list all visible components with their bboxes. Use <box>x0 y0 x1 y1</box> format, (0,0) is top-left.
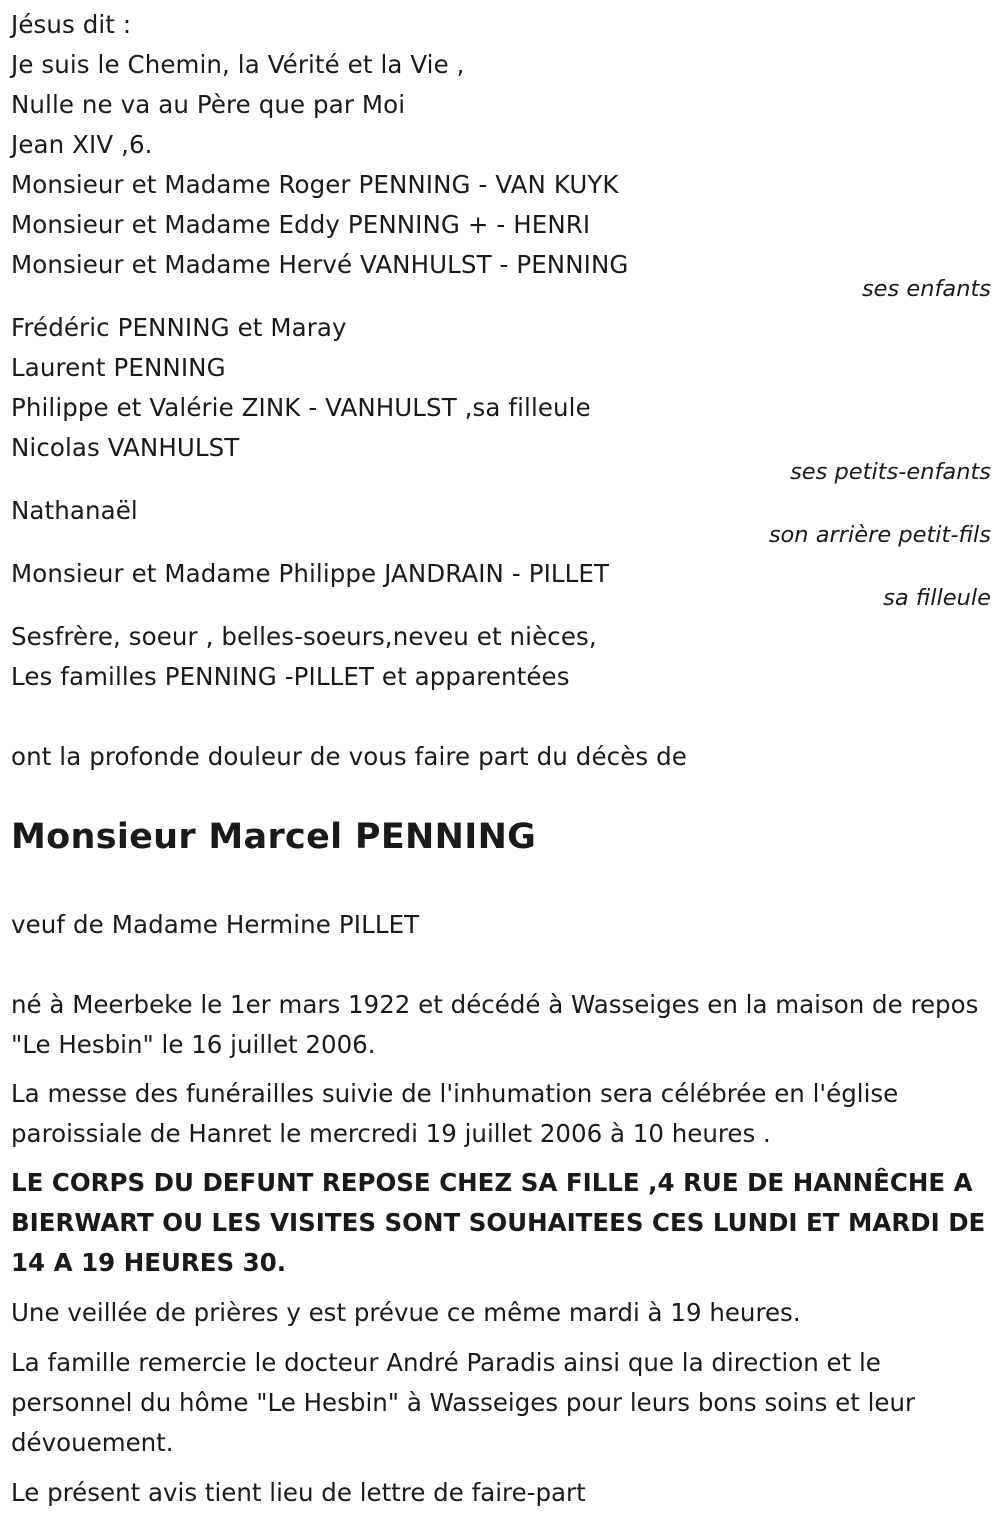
grandchildren-role: ses petits-enfants <box>790 459 991 485</box>
thanks-text: La famille remercie le docteur André Paradis ainsi que la direction et le personnel du hôme "Le Hesbin" à Wasseiges pour leurs bons soins et leur dévouement. <box>11 1348 916 1457</box>
child-name: Monsieur et Madame Hervé VANHULST - PENNING <box>11 250 629 279</box>
godchild-role: sa filleule <box>883 585 991 611</box>
grandchild-name: Philippe et Valérie ZINK - VANHULST ,sa filleule <box>11 393 591 422</box>
verse-line: Nulle ne va au Père que par Moi <box>11 90 406 119</box>
announcement-text: ont la profonde douleur de vous faire part du décès de <box>11 742 687 771</box>
family-line: Sesfrère, soeur , belles-soeurs,neveu et nièces, <box>11 622 597 651</box>
children-block <box>11 165 991 285</box>
child-name: Monsieur et Madame Roger PENNING - VAN KUYK <box>11 170 619 199</box>
verse-line: Je suis le Chemin, la Vérité et la Vie , <box>11 50 465 79</box>
child-name: Monsieur et Madame Eddy PENNING + - HENRI <box>11 210 591 239</box>
grandchild-name: Frédéric PENNING et Maray <box>11 313 347 342</box>
great-grandchild-role: son arrière petit-fils <box>768 522 991 548</box>
verse-line: Jean XIV ,6. <box>11 130 153 159</box>
great-grandchild-name: Nathanaël <box>11 496 138 525</box>
family-block <box>11 617 991 697</box>
verse-line: Jésus dit : <box>11 10 132 39</box>
closing-text: Le présent avis tient lieu de lettre de faire-part <box>11 1478 586 1507</box>
viewing-notice-text: LE CORPS DU DEFUNT REPOSE CHEZ SA FILLE ,4 RUE DE HANNÊCHE A BIERWART OU LES VISITES SONT SOUHAITEES CES LUNDI ET MARDI DE 14 A 19 HEURES 30. <box>11 1168 986 1277</box>
deceased-name: Monsieur Marcel PENNING <box>11 817 537 857</box>
vigil-text: Une veillée de prières y est prévue ce même mardi à 19 heures. <box>11 1298 801 1327</box>
birth-death-text: né à Meerbeke le 1er mars 1922 et décédé à Wasseiges en la maison de repos "Le Hesbin" le 16 juillet 2006. <box>11 990 979 1059</box>
grandchild-name: Nicolas VANHULST <box>11 433 240 462</box>
godchild-name: Monsieur et Madame Philippe JANDRAIN - PILLET <box>11 559 610 588</box>
children-role: ses enfants <box>861 276 991 302</box>
widower-of-text: veuf de Madame Hermine PILLET <box>11 910 420 939</box>
verse-block <box>11 5 991 165</box>
funeral-mass-text: La messe des funérailles suivie de l'inhumation sera célébrée en l'église paroissiale de Hanret le mercredi 19 juillet 2006 à 10 heures . <box>11 1079 899 1148</box>
family-line: Les familles PENNING -PILLET et apparentées <box>11 662 570 691</box>
grandchild-name: Laurent PENNING <box>11 353 226 382</box>
grandchildren-block <box>11 308 991 468</box>
